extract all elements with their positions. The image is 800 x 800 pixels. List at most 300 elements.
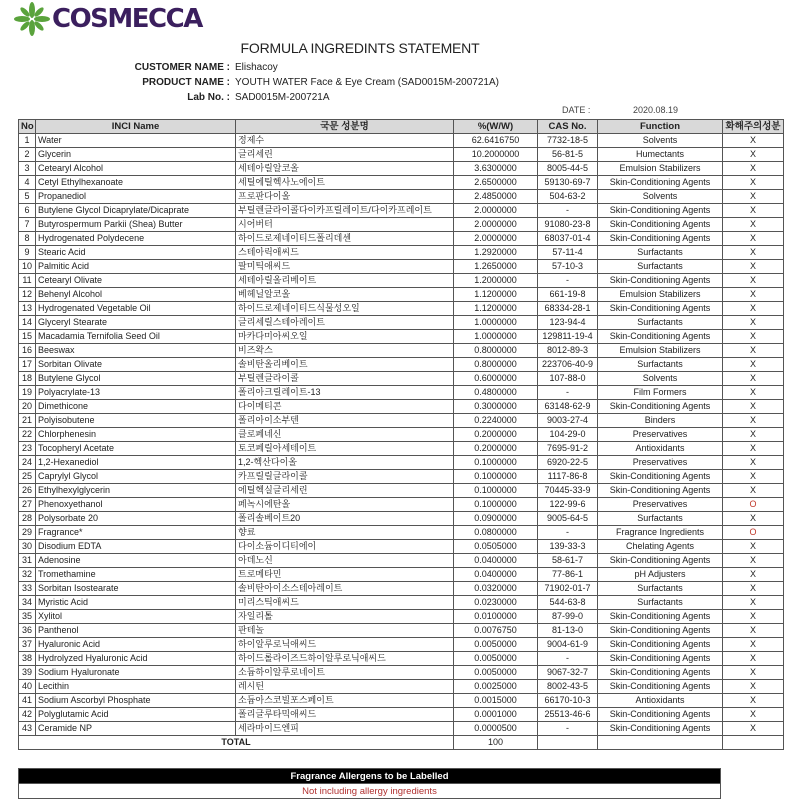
cell-inci-name: Chlorphenesin bbox=[36, 428, 236, 442]
cell-caution: X bbox=[723, 722, 784, 736]
cell-inci-name: Behenyl Alcohol bbox=[36, 288, 236, 302]
table-row bbox=[19, 512, 784, 526]
cell-korean-name: 부틸렌글라이콜다이카프릴레이트/다이카프레이트 bbox=[236, 204, 454, 218]
cell-percent: 0.0400000 bbox=[454, 568, 538, 582]
cell-caution: X bbox=[723, 232, 784, 246]
empty-cell bbox=[538, 736, 598, 750]
cell-function: Skin-Conditioning Agents bbox=[598, 274, 723, 288]
cell-percent: 0.0050000 bbox=[454, 652, 538, 666]
cell-no: 25 bbox=[19, 470, 36, 484]
table-row bbox=[19, 218, 784, 232]
cell-inci-name: Ceramide NP bbox=[36, 722, 236, 736]
cell-korean-name: 카프릴릴글라이콜 bbox=[236, 470, 454, 484]
cell-no: 33 bbox=[19, 582, 36, 596]
cell-inci-name: Caprylyl Glycol bbox=[36, 470, 236, 484]
cell-inci-name: Dimethicone bbox=[36, 400, 236, 414]
cell-caution: X bbox=[723, 190, 784, 204]
cell-caution: X bbox=[723, 414, 784, 428]
cell-function: Skin-Conditioning Agents bbox=[598, 652, 723, 666]
cell-caution: X bbox=[723, 540, 784, 554]
cell-inci-name: Polyisobutene bbox=[36, 414, 236, 428]
header-col-caution: 화해주의성분 bbox=[723, 120, 784, 134]
cell-percent: 0.0320000 bbox=[454, 582, 538, 596]
logo-text: COSMECCA bbox=[52, 4, 202, 34]
cell-cas: - bbox=[538, 386, 598, 400]
cell-inci-name: Polyglutamic Acid bbox=[36, 708, 236, 722]
cell-no: 16 bbox=[19, 344, 36, 358]
cell-no: 43 bbox=[19, 722, 36, 736]
table-row bbox=[19, 582, 784, 596]
cell-cas: 77-86-1 bbox=[538, 568, 598, 582]
cell-caution: X bbox=[723, 372, 784, 386]
cell-no: 40 bbox=[19, 680, 36, 694]
cell-function: Solvents bbox=[598, 190, 723, 204]
table-row bbox=[19, 232, 784, 246]
cell-percent: 0.0100000 bbox=[454, 610, 538, 624]
cell-percent: 0.0076750 bbox=[454, 624, 538, 638]
cell-inci-name: Butylene Glycol bbox=[36, 372, 236, 386]
cell-caution: X bbox=[723, 456, 784, 470]
cell-cas: 223706-40-9 bbox=[538, 358, 598, 372]
cell-cas: - bbox=[538, 526, 598, 540]
cell-caution: X bbox=[723, 148, 784, 162]
cell-percent: 0.0400000 bbox=[454, 554, 538, 568]
cell-caution: X bbox=[723, 176, 784, 190]
cell-caution: O bbox=[723, 526, 784, 540]
cell-percent: 0.4800000 bbox=[454, 386, 538, 400]
table-row bbox=[19, 498, 784, 512]
cell-no: 24 bbox=[19, 456, 36, 470]
cell-no: 26 bbox=[19, 484, 36, 498]
cell-korean-name: 클로페네신 bbox=[236, 428, 454, 442]
table-row bbox=[19, 554, 784, 568]
cell-no: 39 bbox=[19, 666, 36, 680]
cell-no: 21 bbox=[19, 414, 36, 428]
cell-function: Skin-Conditioning Agents bbox=[598, 722, 723, 736]
cell-cas: 6920-22-5 bbox=[538, 456, 598, 470]
table-row bbox=[19, 316, 784, 330]
header-col-function: Function bbox=[598, 120, 723, 134]
cell-no: 12 bbox=[19, 288, 36, 302]
cell-inci-name: Polyacrylate-13 bbox=[36, 386, 236, 400]
total-row bbox=[19, 736, 784, 750]
cell-no: 19 bbox=[19, 386, 36, 400]
cell-function: Fragrance Ingredients bbox=[598, 526, 723, 540]
cell-no: 32 bbox=[19, 568, 36, 582]
cell-percent: 0.0050000 bbox=[454, 638, 538, 652]
cell-no: 29 bbox=[19, 526, 36, 540]
cell-no: 10 bbox=[19, 260, 36, 274]
cell-percent: 0.1000000 bbox=[454, 484, 538, 498]
table-row bbox=[19, 428, 784, 442]
cell-caution: X bbox=[723, 204, 784, 218]
table-row bbox=[19, 610, 784, 624]
table-row bbox=[19, 190, 784, 204]
cell-caution: X bbox=[723, 218, 784, 232]
cell-percent: 0.0900000 bbox=[454, 512, 538, 526]
cell-cas: 63148-62-9 bbox=[538, 400, 598, 414]
cell-function: Preservatives bbox=[598, 498, 723, 512]
cell-function: Humectants bbox=[598, 148, 723, 162]
table-row bbox=[19, 596, 784, 610]
cell-inci-name: Hydrogenated Vegetable Oil bbox=[36, 302, 236, 316]
cell-caution: X bbox=[723, 274, 784, 288]
cell-percent: 0.8000000 bbox=[454, 358, 538, 372]
cell-no: 28 bbox=[19, 512, 36, 526]
cell-korean-name: 마카다미아씨오일 bbox=[236, 330, 454, 344]
cell-inci-name: Disodium EDTA bbox=[36, 540, 236, 554]
cell-inci-name: Sorbitan Olivate bbox=[36, 358, 236, 372]
cell-percent: 1.2000000 bbox=[454, 274, 538, 288]
cell-no: 22 bbox=[19, 428, 36, 442]
cell-cas: 59130-69-7 bbox=[538, 176, 598, 190]
cell-percent: 0.0230000 bbox=[454, 596, 538, 610]
cell-caution: X bbox=[723, 624, 784, 638]
lab-value: SAD0015M-200721A bbox=[235, 92, 330, 103]
table-row bbox=[19, 470, 784, 484]
empty-cell bbox=[723, 736, 784, 750]
cell-korean-name: 폴리글루타믹애씨드 bbox=[236, 708, 454, 722]
cell-function: Surfactants bbox=[598, 316, 723, 330]
cell-function: Skin-Conditioning Agents bbox=[598, 204, 723, 218]
cell-function: Skin-Conditioning Agents bbox=[598, 666, 723, 680]
cell-no: 42 bbox=[19, 708, 36, 722]
customer-value: Elishacoy bbox=[235, 62, 278, 73]
total-label: TOTAL bbox=[19, 736, 454, 750]
table-row bbox=[19, 162, 784, 176]
cell-percent: 0.1000000 bbox=[454, 456, 538, 470]
cell-cas: 68334-28-1 bbox=[538, 302, 598, 316]
cell-function: Skin-Conditioning Agents bbox=[598, 470, 723, 484]
cell-caution: X bbox=[723, 610, 784, 624]
cell-caution: X bbox=[723, 316, 784, 330]
cell-korean-name: 하이드롤라이즈드하이알루로닉애씨드 bbox=[236, 652, 454, 666]
table-row bbox=[19, 260, 784, 274]
cell-no: 4 bbox=[19, 176, 36, 190]
cell-cas: 129811-19-4 bbox=[538, 330, 598, 344]
cell-function: Emulsion Stabilizers bbox=[598, 288, 723, 302]
cell-function: Skin-Conditioning Agents bbox=[598, 218, 723, 232]
cell-function: Skin-Conditioning Agents bbox=[598, 484, 723, 498]
cell-function: Chelating Agents bbox=[598, 540, 723, 554]
cell-cas: - bbox=[538, 274, 598, 288]
cell-percent: 0.6000000 bbox=[454, 372, 538, 386]
header-col-inci-name: INCI Name bbox=[36, 120, 236, 134]
table-row bbox=[19, 246, 784, 260]
cell-inci-name: Glyceryl Stearate bbox=[36, 316, 236, 330]
cell-inci-name: Butylene Glycol Dicaprylate/Dicaprate bbox=[36, 204, 236, 218]
cell-function: Emulsion Stabilizers bbox=[598, 162, 723, 176]
cell-korean-name: 하이드로제네이티드폴리데센 bbox=[236, 232, 454, 246]
cell-caution: X bbox=[723, 330, 784, 344]
cell-percent: 1.0000000 bbox=[454, 316, 538, 330]
cell-korean-name: 판테놀 bbox=[236, 624, 454, 638]
cell-no: 34 bbox=[19, 596, 36, 610]
cell-cas: 8005-44-5 bbox=[538, 162, 598, 176]
cell-inci-name: Fragrance* bbox=[36, 526, 236, 540]
cell-korean-name: 페녹시에탄올 bbox=[236, 498, 454, 512]
cell-percent: 0.1000000 bbox=[454, 498, 538, 512]
cell-function: Skin-Conditioning Agents bbox=[598, 176, 723, 190]
cell-inci-name: Water bbox=[36, 134, 236, 148]
cell-no: 17 bbox=[19, 358, 36, 372]
cell-inci-name: Beeswax bbox=[36, 344, 236, 358]
table-row bbox=[19, 708, 784, 722]
cell-caution: X bbox=[723, 162, 784, 176]
date-label: DATE : bbox=[562, 105, 591, 115]
table-row bbox=[19, 456, 784, 470]
cell-no: 41 bbox=[19, 694, 36, 708]
cell-cas: 87-99-0 bbox=[538, 610, 598, 624]
cell-percent: 2.4850000 bbox=[454, 190, 538, 204]
cell-inci-name: Tocopheryl Acetate bbox=[36, 442, 236, 456]
cell-function: Antioxidants bbox=[598, 442, 723, 456]
cell-cas: - bbox=[538, 722, 598, 736]
cell-inci-name: Sodium Hyaluronate bbox=[36, 666, 236, 680]
cell-no: 30 bbox=[19, 540, 36, 554]
cell-cas: 56-81-5 bbox=[538, 148, 598, 162]
header-col-no: No bbox=[19, 120, 36, 134]
cell-function: pH Adjusters bbox=[598, 568, 723, 582]
cell-cas: 504-63-2 bbox=[538, 190, 598, 204]
cell-cas: 123-94-4 bbox=[538, 316, 598, 330]
cell-korean-name: 시어버터 bbox=[236, 218, 454, 232]
table-row bbox=[19, 484, 784, 498]
table-row bbox=[19, 400, 784, 414]
cell-cas: 8002-43-5 bbox=[538, 680, 598, 694]
cell-function: Preservatives bbox=[598, 456, 723, 470]
ingredients-table bbox=[18, 119, 784, 750]
cell-function: Preservatives bbox=[598, 428, 723, 442]
cell-caution: X bbox=[723, 694, 784, 708]
cell-korean-name: 소듐아스코빌포스페이트 bbox=[236, 694, 454, 708]
cell-no: 35 bbox=[19, 610, 36, 624]
cell-korean-name: 향료 bbox=[236, 526, 454, 540]
cell-inci-name: Propanediol bbox=[36, 190, 236, 204]
cell-cas: 81-13-0 bbox=[538, 624, 598, 638]
cell-caution: X bbox=[723, 400, 784, 414]
cell-caution: X bbox=[723, 582, 784, 596]
cell-function: Binders bbox=[598, 414, 723, 428]
cell-korean-name: 스테아릭애씨드 bbox=[236, 246, 454, 260]
cell-no: 5 bbox=[19, 190, 36, 204]
cell-cas: 70445-33-9 bbox=[538, 484, 598, 498]
table-row bbox=[19, 176, 784, 190]
allergens-value: Not including allergy ingredients bbox=[19, 784, 721, 799]
cosmecca-logo bbox=[14, 2, 202, 36]
cell-inci-name: Myristic Acid bbox=[36, 596, 236, 610]
cell-caution: X bbox=[723, 512, 784, 526]
cell-caution: X bbox=[723, 652, 784, 666]
cell-percent: 0.0050000 bbox=[454, 666, 538, 680]
cell-cas: 9067-32-7 bbox=[538, 666, 598, 680]
cell-caution: O bbox=[723, 498, 784, 512]
cell-percent: 3.6300000 bbox=[454, 162, 538, 176]
cell-function: Emulsion Stabilizers bbox=[598, 344, 723, 358]
cell-function: Skin-Conditioning Agents bbox=[598, 610, 723, 624]
cell-no: 7 bbox=[19, 218, 36, 232]
total-value: 100 bbox=[454, 736, 538, 750]
cell-percent: 0.8000000 bbox=[454, 344, 538, 358]
cell-percent: 0.0001000 bbox=[454, 708, 538, 722]
cell-no: 31 bbox=[19, 554, 36, 568]
table-row bbox=[19, 638, 784, 652]
cell-cas: 107-88-0 bbox=[538, 372, 598, 386]
cell-cas: 57-11-4 bbox=[538, 246, 598, 260]
cell-percent: 0.2240000 bbox=[454, 414, 538, 428]
cell-no: 3 bbox=[19, 162, 36, 176]
cell-no: 14 bbox=[19, 316, 36, 330]
cell-function: Surfactants bbox=[598, 246, 723, 260]
cell-no: 18 bbox=[19, 372, 36, 386]
cell-caution: X bbox=[723, 484, 784, 498]
table-row bbox=[19, 386, 784, 400]
cell-percent: 0.0505000 bbox=[454, 540, 538, 554]
cell-percent: 2.0000000 bbox=[454, 232, 538, 246]
cell-no: 15 bbox=[19, 330, 36, 344]
header-col-percent: %(W/W) bbox=[454, 120, 538, 134]
table-row bbox=[19, 288, 784, 302]
cell-inci-name: Cetyl Ethylhexanoate bbox=[36, 176, 236, 190]
cell-korean-name: 다이메티콘 bbox=[236, 400, 454, 414]
cell-cas: 122-99-6 bbox=[538, 498, 598, 512]
cell-inci-name: Ethylhexylglycerin bbox=[36, 484, 236, 498]
cell-function: Solvents bbox=[598, 372, 723, 386]
cell-inci-name: Butyrospermum Parkii (Shea) Butter bbox=[36, 218, 236, 232]
customer-label: CUSTOMER NAME : bbox=[134, 62, 230, 73]
cell-caution: X bbox=[723, 680, 784, 694]
cell-caution: X bbox=[723, 260, 784, 274]
cell-cas: 661-19-8 bbox=[538, 288, 598, 302]
cell-cas: 8012-89-3 bbox=[538, 344, 598, 358]
table-row bbox=[19, 624, 784, 638]
cell-inci-name: Polysorbate 20 bbox=[36, 512, 236, 526]
product-value: YOUTH WATER Face & Eye Cream (SAD0015M-200721A) bbox=[235, 77, 499, 88]
cell-percent: 0.0000500 bbox=[454, 722, 538, 736]
cell-function: Skin-Conditioning Agents bbox=[598, 232, 723, 246]
cell-no: 13 bbox=[19, 302, 36, 316]
cell-cas: 91080-23-8 bbox=[538, 218, 598, 232]
table-row bbox=[19, 204, 784, 218]
header-col-korean-name: 국문 성분명 bbox=[236, 120, 454, 134]
cell-cas: 66170-10-3 bbox=[538, 694, 598, 708]
cell-percent: 1.0000000 bbox=[454, 330, 538, 344]
table-row bbox=[19, 372, 784, 386]
cell-inci-name: Adenosine bbox=[36, 554, 236, 568]
cell-caution: X bbox=[723, 344, 784, 358]
cell-korean-name: 하이드로제네이티드식물성오일 bbox=[236, 302, 454, 316]
cell-percent: 0.2000000 bbox=[454, 442, 538, 456]
cell-no: 37 bbox=[19, 638, 36, 652]
cell-function: Surfactants bbox=[598, 596, 723, 610]
document-title: FORMULA INGREDINTS STATEMENT bbox=[240, 40, 480, 56]
product-label: PRODUCT NAME : bbox=[142, 77, 230, 88]
cell-function: Skin-Conditioning Agents bbox=[598, 554, 723, 568]
cell-korean-name: 하이알루로닉애씨드 bbox=[236, 638, 454, 652]
cell-inci-name: Macadamia Ternifolia Seed Oil bbox=[36, 330, 236, 344]
table-row bbox=[19, 302, 784, 316]
date-value: 2020.08.19 bbox=[633, 105, 679, 115]
table-row bbox=[19, 274, 784, 288]
table-row bbox=[19, 134, 784, 148]
cell-korean-name: 프로판다이올 bbox=[236, 190, 454, 204]
cell-inci-name: Sorbitan Isostearate bbox=[36, 582, 236, 596]
cell-cas: 57-10-3 bbox=[538, 260, 598, 274]
cell-cas: 7695-91-2 bbox=[538, 442, 598, 456]
allergens-table bbox=[18, 768, 721, 799]
cell-cas: - bbox=[538, 652, 598, 666]
cell-korean-name: 자일리톨 bbox=[236, 610, 454, 624]
cell-percent: 0.2000000 bbox=[454, 428, 538, 442]
cell-no: 23 bbox=[19, 442, 36, 456]
cell-korean-name: 레시틴 bbox=[236, 680, 454, 694]
cell-percent: 1.1200000 bbox=[454, 302, 538, 316]
cell-function: Solvents bbox=[598, 134, 723, 148]
cell-percent: 2.0000000 bbox=[454, 218, 538, 232]
cell-cas: 58-61-7 bbox=[538, 554, 598, 568]
cell-percent: 2.6500000 bbox=[454, 176, 538, 190]
cell-korean-name: 베헤닐알코올 bbox=[236, 288, 454, 302]
cell-percent: 62.6416750 bbox=[454, 134, 538, 148]
cell-percent: 1.2650000 bbox=[454, 260, 538, 274]
cell-percent: 1.1200000 bbox=[454, 288, 538, 302]
cell-korean-name: 세틸에틸헥사노에이트 bbox=[236, 176, 454, 190]
cell-korean-name: 다이소듐이디티에이 bbox=[236, 540, 454, 554]
cell-caution: X bbox=[723, 638, 784, 652]
allergens-header: Fragrance Allergens to be Labelled bbox=[19, 769, 721, 784]
cell-no: 20 bbox=[19, 400, 36, 414]
cell-percent: 0.0015000 bbox=[454, 694, 538, 708]
cell-inci-name: Glycerin bbox=[36, 148, 236, 162]
cell-function: Skin-Conditioning Agents bbox=[598, 302, 723, 316]
cell-function: Surfactants bbox=[598, 358, 723, 372]
cell-cas: 25513-46-6 bbox=[538, 708, 598, 722]
cell-cas: 9005-64-5 bbox=[538, 512, 598, 526]
table-row bbox=[19, 722, 784, 736]
cell-korean-name: 아데노신 bbox=[236, 554, 454, 568]
cell-cas: 104-29-0 bbox=[538, 428, 598, 442]
cell-korean-name: 부틸렌글라이콜 bbox=[236, 372, 454, 386]
cell-caution: X bbox=[723, 428, 784, 442]
leaf-star-icon bbox=[14, 2, 50, 36]
cell-caution: X bbox=[723, 568, 784, 582]
table-row bbox=[19, 330, 784, 344]
cell-caution: X bbox=[723, 302, 784, 316]
cell-caution: X bbox=[723, 554, 784, 568]
cell-no: 6 bbox=[19, 204, 36, 218]
cell-inci-name: Lecithin bbox=[36, 680, 236, 694]
cell-korean-name: 폴리솔베이트20 bbox=[236, 512, 454, 526]
table-row bbox=[19, 442, 784, 456]
cell-percent: 10.2000000 bbox=[454, 148, 538, 162]
cell-function: Skin-Conditioning Agents bbox=[598, 400, 723, 414]
cell-caution: X bbox=[723, 666, 784, 680]
cell-inci-name: Hydrogenated Polydecene bbox=[36, 232, 236, 246]
cell-caution: X bbox=[723, 442, 784, 456]
cell-cas: 9003-27-4 bbox=[538, 414, 598, 428]
cell-function: Skin-Conditioning Agents bbox=[598, 638, 723, 652]
table-row bbox=[19, 652, 784, 666]
cell-function: Antioxidants bbox=[598, 694, 723, 708]
cell-no: 2 bbox=[19, 148, 36, 162]
header-col-cas: CAS No. bbox=[538, 120, 598, 134]
cell-cas: 139-33-3 bbox=[538, 540, 598, 554]
cell-caution: X bbox=[723, 358, 784, 372]
cell-caution: X bbox=[723, 708, 784, 722]
cell-cas: - bbox=[538, 204, 598, 218]
cell-function: Skin-Conditioning Agents bbox=[598, 680, 723, 694]
cell-function: Skin-Conditioning Agents bbox=[598, 624, 723, 638]
